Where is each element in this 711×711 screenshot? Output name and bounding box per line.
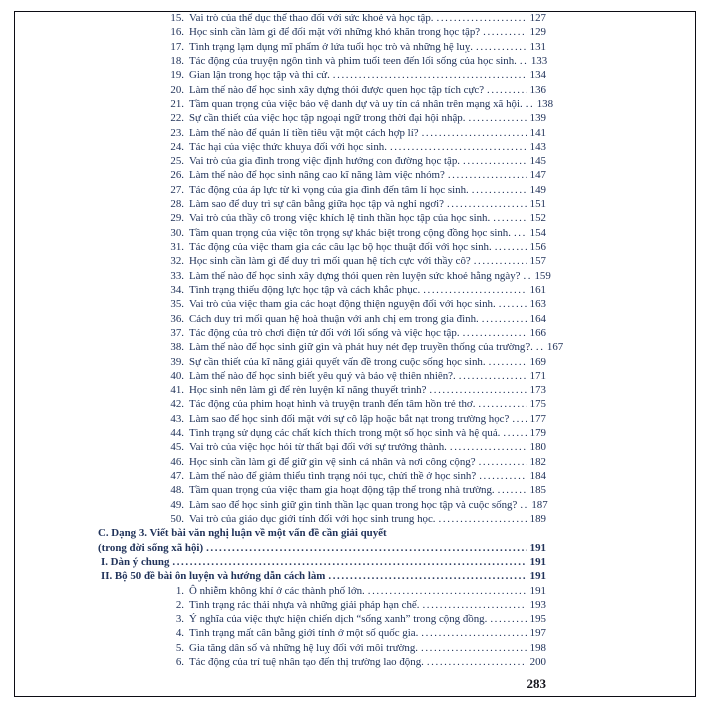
toc-entry-number: 20. (170, 83, 184, 96)
toc-heading (98, 541, 546, 555)
dot-leader (450, 440, 527, 454)
dot-leader (479, 469, 526, 483)
toc-entry-title: (trong đời sống xã hội) (98, 541, 204, 554)
dot-leader (520, 54, 528, 68)
toc-entry (98, 340, 564, 354)
dot-leader (459, 369, 527, 383)
toc-entry-page: 185 (529, 484, 546, 497)
toc-entry-number: 23. (170, 126, 184, 139)
dot-leader (421, 626, 526, 640)
dot-leader (478, 397, 526, 411)
toc-entry-title: Làm thế nào để học sinh giữ gìn và phát huy nét đẹp truyền thống của trường?. (189, 341, 533, 354)
toc-entry-number: 44. (170, 427, 184, 440)
toc-entry-title: Tầm quan trọng của việc bảo vệ danh dự và uy tín cá nhân trên mạng xã hội. (189, 97, 523, 110)
toc-entry-number: 35. (170, 298, 184, 311)
toc-entry-page: 159 (534, 269, 551, 282)
toc-entry (98, 312, 546, 326)
toc-entry-page: 152 (529, 212, 546, 225)
toc-entry-title: Làm thế nào để học sinh xây dựng thói quen rèn luyện sức khoẻ hằng ngày? (189, 269, 521, 282)
toc-entry-number: 3. (175, 613, 184, 626)
toc-entry-page: 191 (529, 584, 546, 597)
dot-leader (482, 312, 527, 326)
toc-entry-number: 22. (170, 112, 184, 125)
toc-entry-title: Tác động của áp lực từ kì vọng của gia đình đến tâm lí học sinh. (189, 183, 469, 196)
toc-entry-title: I. Dàn ý chung (101, 555, 170, 568)
toc-entry-page: 154 (529, 226, 546, 239)
toc-entry (98, 469, 546, 483)
toc-entry (98, 183, 546, 197)
toc-entry-page: 139 (529, 112, 546, 125)
toc-entry (98, 412, 546, 426)
toc-heading (98, 555, 546, 569)
dot-leader (333, 68, 527, 82)
page-footer (98, 675, 546, 693)
toc-entry (98, 498, 546, 512)
dot-leader (463, 154, 527, 168)
toc-entry-number: 36. (170, 312, 184, 325)
toc-entry-page: 134 (529, 69, 546, 82)
toc-entry-page: 195 (529, 613, 546, 626)
toc-entry-title: Sự cần thiết của kĩ năng giải quyết vấn đề trong cuộc sống học sinh. (189, 355, 486, 368)
toc-entry-page: 191 (529, 555, 546, 568)
toc-entry-title: Làm sao để học sinh đối mặt với sự cô lập hoặc bắt nạt trong trường học? (189, 412, 510, 425)
toc-entry (98, 197, 546, 211)
toc-entry-title: Sự cần thiết của việc học tập ngoại ngữ trong thời đại hội nhập. (189, 112, 466, 125)
toc-entry-title: Làm sao để học sinh giữ gìn tinh thần lạc quan trong học tập và cuộc sống? (189, 498, 518, 511)
toc-entry-title: Tác động của trò chơi điện tử đối với lối sống và việc học tập. (189, 326, 460, 339)
toc-entry-number: 6. (175, 656, 184, 669)
toc-entry (98, 126, 546, 140)
toc-entry-number: 38. (170, 341, 184, 354)
dot-leader (479, 455, 527, 469)
toc-entry-number: 47. (170, 470, 184, 482)
dot-leader (468, 111, 526, 125)
dot-leader (421, 641, 527, 655)
toc-entry-title: Tình trạng sử dụng các chất kích thích trong một số học sinh và hệ quả. (189, 427, 501, 440)
dot-leader (472, 183, 527, 197)
toc-entry-number: 24. (170, 140, 184, 153)
dot-leader (536, 340, 544, 354)
toc-entry (98, 154, 546, 168)
toc-entry-title: Gia tăng dân số và những hệ luỵ đối với môi trường. (189, 641, 419, 654)
toc-entry-title: Ý nghĩa của việc thực hiện chiến dịch “sống xanh” trong cộng đồng. (189, 613, 488, 626)
toc-entry-title: Tình trạng rác thải nhựa và những giải pháp hạn chế. (189, 598, 420, 611)
toc-entry-title: Tác động của phim hoạt hình và truyện tranh đến tâm hồn trẻ thơ. (189, 398, 476, 411)
toc-entry (98, 455, 546, 469)
dot-leader (495, 240, 527, 254)
toc-entry (98, 326, 546, 340)
toc-entry (98, 598, 546, 612)
toc-entry-page: 200 (529, 656, 546, 669)
toc-entry-title: Vai trò của thể dục thể thao đối với sức khoẻ và học tập. (189, 12, 434, 24)
toc-entry-title: Vai trò của thầy cô trong việc khích lệ tinh thần học tập của học sinh. (189, 212, 491, 225)
toc-entry-number: 42. (170, 398, 184, 411)
dot-leader (437, 11, 527, 25)
toc-entry-page: 147 (529, 169, 546, 182)
toc-entry-number: 2. (175, 598, 184, 611)
dot-leader (368, 584, 527, 598)
toc-entry-number: 17. (170, 40, 184, 53)
toc-entry-page: 177 (529, 412, 546, 425)
toc-entry-page: 141 (529, 126, 546, 139)
toc-entry-page: 191 (529, 570, 546, 583)
toc-entry-title: Tác động của truyện ngôn tình và phim tuổi teen đến lối sống của học sinh. (189, 54, 517, 67)
toc-entry-page: 198 (529, 641, 546, 654)
toc-entry-title: Tình trạng mất cân bằng giới tính ở một số quốc gia. (189, 627, 419, 640)
toc-entry-title: Làm thế nào để giảm thiểu tình trạng nói tục, chửi thề ở học sinh? (189, 470, 477, 482)
toc-entry-page: 151 (529, 198, 546, 211)
toc-entry-title: Vai trò của gia đình trong việc định hướng con đường học tập. (189, 155, 461, 168)
toc-entry (98, 68, 546, 82)
toc-entry-page: 131 (529, 40, 546, 53)
toc-entry-page: 191 (529, 541, 546, 554)
toc-entry-page: 179 (529, 427, 546, 440)
toc-entry-number: 26. (170, 169, 184, 182)
toc-entry-number: 41. (170, 384, 184, 397)
dot-leader (520, 498, 528, 512)
toc-entry-number: 21. (170, 97, 184, 110)
dot-leader (328, 569, 526, 583)
toc-entry (98, 211, 546, 225)
dot-leader (512, 412, 526, 426)
toc-entry-number: 4. (175, 627, 184, 640)
toc-entry-number: 31. (170, 241, 184, 253)
toc-entry-page: 138 (536, 97, 554, 110)
toc-heading (98, 526, 546, 540)
toc-heading (98, 569, 546, 583)
toc-entry (98, 240, 546, 254)
toc-entry-number: 50. (170, 512, 184, 525)
toc-entry-page: 197 (529, 627, 546, 640)
toc-entry-number: 43. (170, 412, 184, 425)
page-number: 283 (526, 676, 546, 691)
dot-leader (489, 355, 527, 369)
toc-entry-number: 30. (170, 226, 184, 239)
toc-entry-title: Làm thế nào để học sinh biết yêu quý và bảo vệ thiên nhiên?. (189, 369, 456, 382)
toc-entry-title: Học sinh cần làm gì để duy trì mối quan hệ tích cực với thầy cô? (189, 255, 471, 268)
toc-entry-number: 19. (170, 69, 184, 82)
toc-entry-title: Vai trò của việc tham gia các hoạt động thiện nguyện đối với học sinh. (189, 298, 496, 311)
dot-leader (503, 426, 526, 440)
toc-entry (98, 584, 546, 598)
toc-entry-number: 49. (170, 498, 184, 511)
toc-entry-page: 184 (529, 470, 546, 482)
toc-entry (98, 383, 546, 397)
toc-entry-number: 39. (170, 355, 184, 368)
toc-entry-page: 169 (529, 355, 546, 368)
dot-leader (427, 655, 527, 669)
toc-entry (98, 54, 546, 68)
toc-entry-page: 133 (530, 54, 548, 67)
toc-entry-page: 167 (546, 341, 564, 354)
toc-entry (98, 168, 546, 182)
toc-entry (98, 283, 546, 297)
toc-entry-page: 149 (529, 183, 546, 196)
toc-entry-title: Tình trạng lạm dụng mĩ phẩm ở lứa tuổi học trò và những hệ luỵ. (189, 40, 474, 53)
toc-entry-title: Vai trò của giáo dục giới tính đối với học sinh trung học. (189, 512, 436, 525)
toc-entry-page: 143 (529, 140, 546, 153)
toc-entry (98, 11, 546, 25)
toc-entry-number: 40. (170, 369, 184, 382)
toc-entry-page: 127 (529, 12, 546, 24)
toc-entry-number: 16. (170, 26, 184, 39)
toc-entry-page: 175 (529, 398, 546, 411)
toc-entry-title: II. Bộ 50 đề bài ôn luyện và hướng dẫn cách làm (101, 570, 326, 583)
toc-entry (98, 397, 546, 411)
toc-entry-page: 189 (529, 512, 546, 525)
toc-entry-page: 161 (529, 283, 546, 296)
toc-entry (98, 483, 546, 497)
toc-entry-title: Làm thế nào để quản lí tiền tiêu vặt một cách hợp lí? (189, 126, 419, 139)
toc-entry-title: Làm thế nào để học sinh xây dựng thói được quen học tập tích cực? (189, 83, 485, 96)
toc-entry-title: C. Dạng 3. Viết bài văn nghị luận về một vấn đề cần giải quyết (98, 527, 387, 540)
dot-leader (390, 140, 527, 154)
dot-leader (448, 168, 527, 182)
toc-entry-title: Tác động của trí tuệ nhân tạo đến thị trường lao động. (189, 656, 424, 669)
dot-leader (490, 612, 526, 626)
toc-entry-title: Tầm quan trọng của việc tôn trọng sự khác biệt trong cộng đồng học sinh. (189, 226, 511, 239)
toc-entry (98, 440, 546, 454)
toc-entry (98, 355, 546, 369)
toc-entry-number: 25. (170, 155, 184, 168)
toc-entry (98, 269, 551, 283)
toc-entry-title: Ô nhiễm không khí ở các thành phố lớn. (189, 584, 365, 597)
toc-entry-page: 173 (529, 384, 546, 397)
toc-entry-page: 171 (529, 369, 546, 382)
toc-entry (98, 369, 546, 383)
toc-entry-title: Làm thế nào để học sinh nâng cao kĩ năng làm việc nhóm? (189, 169, 445, 182)
dot-leader (422, 126, 527, 140)
toc-entry-number: 48. (170, 484, 184, 497)
toc-entry-page: 193 (529, 598, 546, 611)
table-of-contents (98, 11, 564, 669)
dot-leader (487, 83, 527, 97)
dot-leader (423, 283, 526, 297)
toc-entry-title: Học sinh nên làm gì để rèn luyện kĩ năng thuyết trình? (189, 384, 427, 397)
toc-entry-page: 164 (529, 312, 546, 325)
dot-leader (429, 383, 526, 397)
toc-entry-page: 180 (529, 441, 546, 454)
toc-entry-title: Làm sao để duy trì sự cân bằng giữa học tập và nghỉ ngơi? (189, 198, 444, 211)
toc-entry (98, 25, 546, 39)
toc-entry-title: Học sinh cần làm gì để giữ gìn vệ sinh cá nhân và nơi công cộng? (189, 455, 476, 468)
toc-entry (98, 641, 546, 655)
toc-entry (98, 655, 546, 669)
toc-entry-number: 33. (170, 269, 184, 282)
toc-entry-title: Tình trạng thiếu động lực học tập và cách khắc phục. (189, 283, 421, 296)
toc-entry (98, 40, 546, 54)
toc-entry-number: 32. (170, 255, 184, 268)
toc-entry-number: 27. (170, 183, 184, 196)
toc-entry-page: 163 (529, 298, 546, 311)
toc-entry-number: 34. (170, 283, 184, 296)
toc-entry-number: 46. (170, 455, 184, 468)
toc-entry-number: 15. (170, 12, 184, 24)
dot-leader (526, 97, 534, 111)
toc-entry (98, 612, 546, 626)
toc-entry-title: Cách duy trì mối quan hệ hoà thuận với anh chị em trong gia đình. (189, 312, 479, 325)
dot-leader (447, 197, 527, 211)
dot-leader (463, 326, 527, 340)
toc-entry (98, 111, 546, 125)
toc-entry-page: 145 (529, 155, 546, 168)
toc-entry (98, 297, 546, 311)
toc-entry-page: 166 (529, 326, 546, 339)
dot-leader (422, 598, 526, 612)
dot-leader (498, 483, 527, 497)
dot-leader (523, 269, 531, 283)
toc-entry (98, 426, 546, 440)
toc-entry (98, 97, 554, 111)
toc-entry (98, 83, 546, 97)
toc-entry (98, 512, 546, 526)
toc-entry (98, 226, 546, 240)
dot-leader (172, 555, 526, 569)
dot-leader (206, 541, 527, 555)
toc-entry-page: 129 (529, 26, 546, 39)
toc-entry-page: 187 (531, 498, 548, 511)
toc-entry-title: Gian lận trong học tập và thi cử. (189, 69, 330, 82)
toc-entry-page: 156 (529, 241, 546, 253)
toc-entry-number: 45. (170, 441, 184, 454)
toc-entry-number: 29. (170, 212, 184, 225)
toc-entry (98, 140, 546, 154)
dot-leader (493, 211, 526, 225)
toc-entry-title: Vai trò của việc học hỏi từ thất bại đối với sự trưởng thành. (189, 441, 447, 454)
dot-leader (439, 512, 527, 526)
dot-leader (474, 254, 527, 268)
toc-entry (98, 254, 546, 268)
toc-entry-number: 5. (175, 641, 184, 654)
toc-entry-title: Tác động của việc tham gia các câu lạc bộ học thuật đối với học sinh. (189, 241, 492, 253)
toc-entry-page: 136 (529, 83, 546, 96)
dot-leader (514, 226, 527, 240)
toc-entry (98, 626, 546, 640)
toc-entry-page: 182 (529, 455, 546, 468)
toc-entry-number: 18. (170, 54, 184, 67)
toc-entry-number: 1. (175, 584, 184, 597)
toc-entry-title: Tầm quan trọng của việc tham gia hoạt động tập thể trong nhà trường. (189, 484, 495, 497)
dot-leader (499, 297, 527, 311)
toc-entry-page: 157 (529, 255, 546, 268)
toc-entry-title: Tác hại của việc thức khuya đối với học sinh. (189, 140, 387, 153)
dot-leader (483, 25, 527, 39)
toc-entry-title: Học sinh cần làm gì để đối mặt với những khó khăn trong học tập? (189, 26, 481, 39)
toc-entry-number: 37. (170, 326, 184, 339)
dot-leader (476, 40, 527, 54)
toc-entry-number: 28. (170, 198, 184, 211)
